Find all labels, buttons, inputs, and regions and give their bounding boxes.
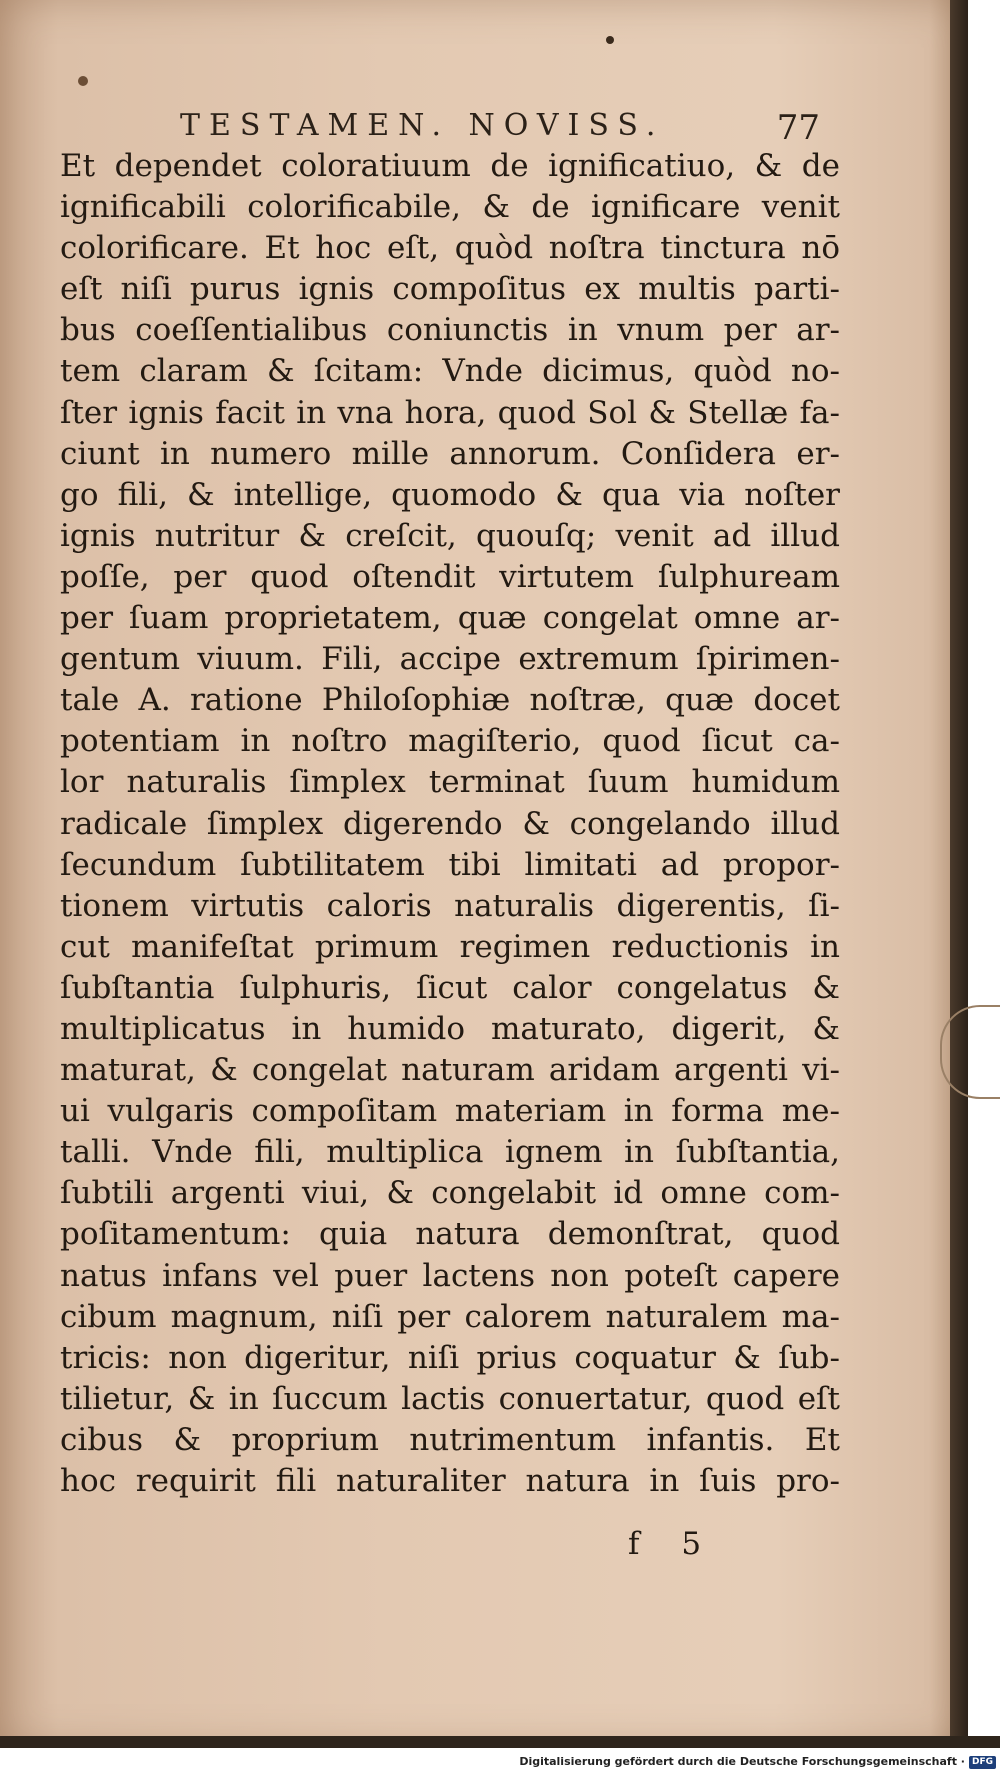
- text-line: potentiam in noſtro magiſterio, quod ſicut ca-: [60, 723, 840, 760]
- scan-bottom-edge: [0, 1736, 1000, 1748]
- text-line: tem claram & ſcitam: Vnde dicimus, quòd no-: [60, 353, 840, 390]
- text-line: ſecundum ſubtilitatem tibi limitati ad propor-: [60, 846, 840, 883]
- text-line: Et dependet coloratiuum de ignificatiuo, & de: [60, 148, 840, 184]
- page-number: 77: [776, 108, 820, 148]
- text-line: poſſe, per quod oſtendit virtutem ſulphuream: [60, 558, 840, 595]
- dfg-logo: DFG: [969, 1756, 996, 1769]
- text-line: poſitamentum: quia natura demonſtrat, quod: [60, 1216, 840, 1253]
- text-line: gentum viuum. Fili, accipe extremum ſpirimen-: [60, 641, 840, 678]
- text-line: maturat, & congelat naturam aridam argenti vi-: [60, 1052, 840, 1089]
- text-line: colorificare. Et hoc eſt, quòd noſtra tinctura nō: [60, 230, 840, 267]
- text-line: tale A. ratione Philoſophiæ noſtræ, quæ docet: [60, 682, 840, 719]
- text-line: per ſuam proprietatem, quæ congelat omne ar-: [60, 600, 840, 637]
- text-line: tionem virtutis caloris naturalis digerentis, ſi-: [60, 887, 840, 924]
- text-line: natus infans vel puer lactens non poteſt capere: [60, 1257, 840, 1294]
- text-line: cibus & proprium nutrimentum infantis. Et: [60, 1421, 840, 1458]
- text-line: ſubſtantia ſulphuris, ſicut calor congelatus &: [60, 969, 840, 1006]
- page-fold-mark: [940, 1005, 1000, 1099]
- running-head-title: TESTAMEN. NOVISS.: [180, 108, 665, 143]
- credit-text: Digitalisierung gefördert durch die Deutsche Forschungsgemeinschaft ·: [519, 1755, 965, 1768]
- text-line: tilietur, & in ſuccum lactis conuertatur, quod eſt: [60, 1380, 840, 1417]
- text-line: multiplicatus in humido maturato, digerit, &: [60, 1010, 840, 1047]
- text-line: ſubtili argenti viui, & congelabit id omne com-: [60, 1175, 840, 1212]
- text-line: hoc requirit fili naturaliter natura in ſuis pro-: [60, 1463, 840, 1499]
- digitization-credit: [0, 1753, 996, 1771]
- book-edge: [950, 0, 968, 1748]
- text-line: ſter ignis facit in vna hora, quod Sol & Stellæ fa-: [60, 394, 840, 431]
- text-line: talli. Vnde fili, multiplica ignem in ſubſtantia,: [60, 1134, 840, 1171]
- text-line: eſt niſi purus ignis compoſitus ex multis parti-: [60, 271, 840, 308]
- text-line: lor naturalis ſimplex terminat ſuum humidum: [60, 764, 840, 801]
- text-line: tricis: non digeritur, niſi prius coquatur & ſub-: [60, 1339, 840, 1376]
- text-line: ignis nutritur & creſcit, quouſq; venit ad illud: [60, 517, 840, 554]
- text-line: go fili, & intellige, quomodo & qua via noſter: [60, 476, 840, 513]
- ink-spot: [606, 36, 614, 44]
- text-line: cut manifeſtat primum regimen reductionis in: [60, 928, 840, 965]
- body-text: [60, 146, 840, 1502]
- text-line: bus coeſſentialibus coniunctis in vnum per ar-: [60, 312, 840, 349]
- signature-mark: f 5: [628, 1526, 718, 1562]
- text-line: ciunt in numero mille annorum. Conſidera er-: [60, 435, 840, 472]
- text-line: radicale ſimplex digerendo & congelando illud: [60, 805, 840, 842]
- text-line: ui vulgaris compoſitam materiam in forma me-: [60, 1093, 840, 1130]
- text-line: cibum magnum, niſi per calorem naturalem ma-: [60, 1298, 840, 1335]
- running-header: [180, 108, 820, 148]
- text-line: ignificabili colorificabile, & de ignificare venit: [60, 189, 840, 226]
- ink-spot: [78, 76, 88, 86]
